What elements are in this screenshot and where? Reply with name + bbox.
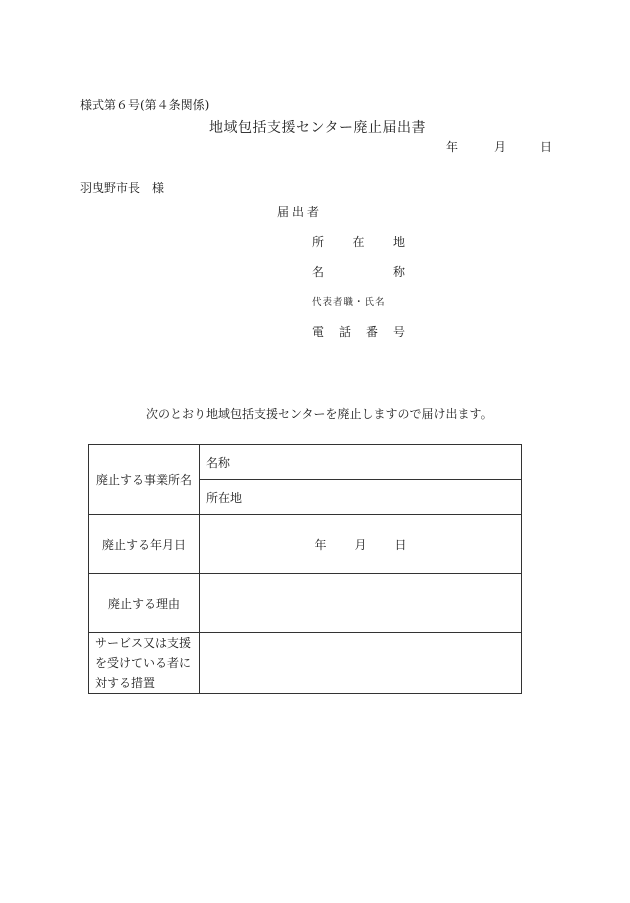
name-char: 称 xyxy=(392,265,405,279)
address-char: 在 xyxy=(352,235,365,249)
notifier-name-label xyxy=(312,263,405,280)
measures-cell[interactable] xyxy=(200,633,522,694)
notifier-telephone-label xyxy=(312,323,405,340)
tel-char: 番 xyxy=(365,325,378,339)
statement-text: 次のとおり地域包括支援センターを廃止しますので届け出ます。 xyxy=(146,407,493,421)
measures-label-line: 対する措置 xyxy=(95,676,156,690)
notifier-heading: 届出者 xyxy=(277,205,323,219)
office-label-cell xyxy=(89,445,200,515)
measures-label-line: を受けている者に xyxy=(95,656,192,670)
measures-label-cell xyxy=(89,633,200,694)
date-year-label: 年 xyxy=(446,140,459,154)
form-number: 様式第６号(第４条関係) xyxy=(80,98,210,112)
office-label: 廃止する事業所名 xyxy=(95,473,192,487)
submission-date xyxy=(446,138,552,155)
office-address-label: 所在地 xyxy=(206,490,243,505)
notifier-representative-label: 代表者職・氏名 xyxy=(312,297,386,308)
office-name-cell[interactable] xyxy=(200,445,522,480)
closure-date-label: 廃止する年月日 xyxy=(101,537,186,552)
date-month-label: 月 xyxy=(494,140,507,154)
addressee: 羽曳野市長 様 xyxy=(80,181,165,195)
name-char: 名 xyxy=(312,265,325,279)
office-name-label: 名称 xyxy=(206,455,231,470)
closure-reason-label: 廃止する理由 xyxy=(107,596,180,611)
address-char: 所 xyxy=(312,235,325,249)
notifier-address-label xyxy=(312,233,405,250)
closure-reason-cell[interactable] xyxy=(200,574,522,633)
document-title: 地域包括支援センター廃止届出書 xyxy=(209,120,426,136)
tel-char: 話 xyxy=(338,325,351,339)
closure-year-label: 年 xyxy=(314,537,327,552)
closure-month-label: 月 xyxy=(354,537,367,552)
tel-char: 電 xyxy=(312,325,325,339)
closure-date-cell[interactable] xyxy=(200,515,522,574)
date-label-cell xyxy=(89,515,200,574)
closure-day-label: 日 xyxy=(394,537,407,552)
reason-label-cell xyxy=(89,574,200,633)
tel-char: 号 xyxy=(392,325,405,339)
measures-label-line: サービス又は支援 xyxy=(95,636,192,650)
office-address-cell[interactable] xyxy=(200,480,522,515)
address-char: 地 xyxy=(392,235,405,249)
closure-details-table xyxy=(88,444,522,694)
date-day-label: 日 xyxy=(540,140,553,154)
